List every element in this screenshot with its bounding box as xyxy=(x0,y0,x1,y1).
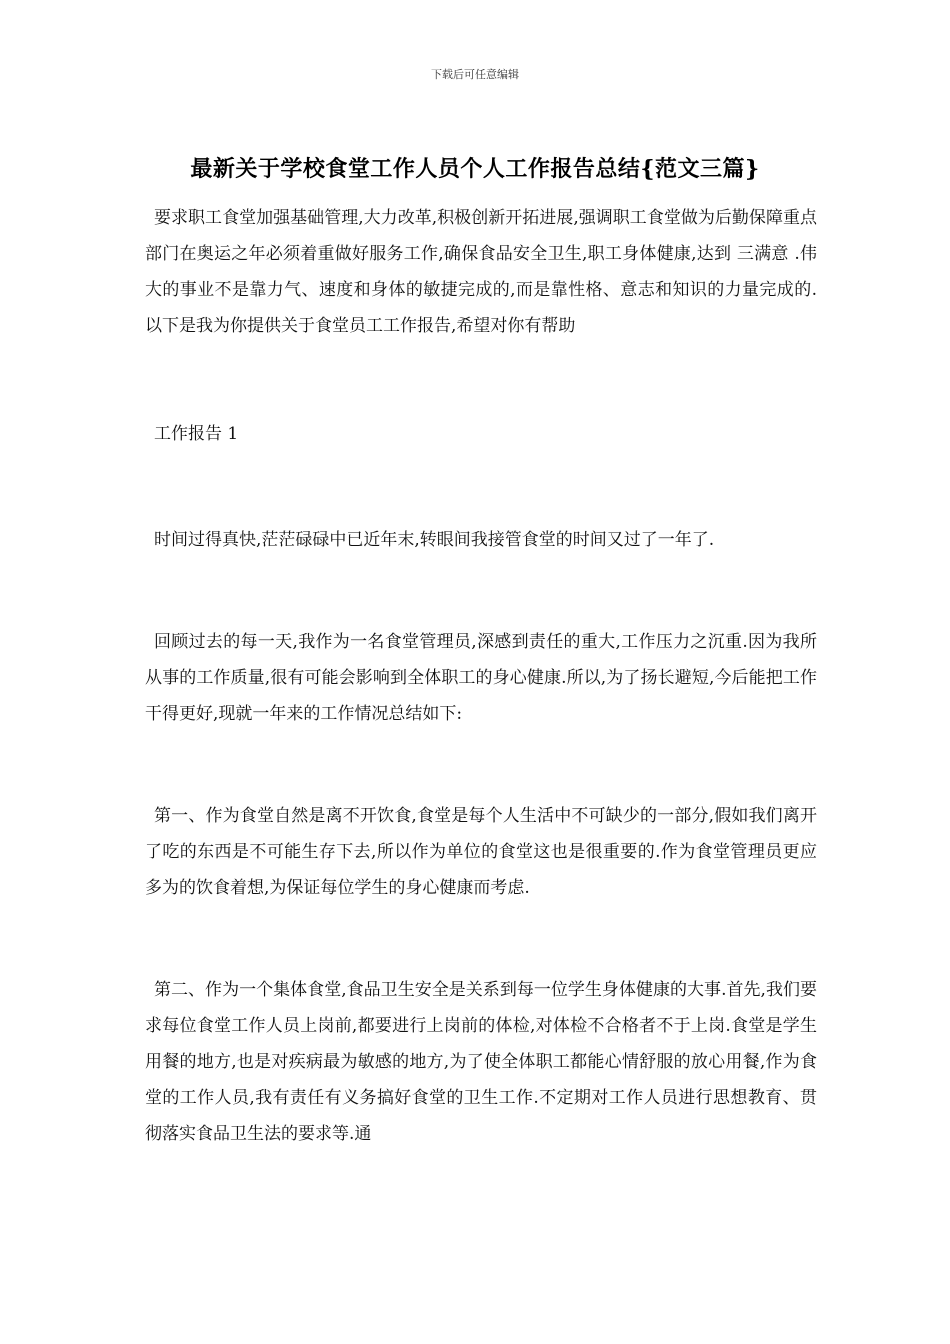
document-title: 最新关于学校食堂工作人员个人工作报告总结{范文三篇} xyxy=(190,156,760,182)
document-body xyxy=(145,200,817,1152)
body-paragraph: 回顾过去的每一天,我作为一名食堂管理员,深感到责任的重大,工作压力之沉重.因为我所从事的工作质量,很有可能会影响到全体职工的身心健康.所以,为了扬长避短,今后能把工作干得更好,现就一年来的工作情况总结如下: xyxy=(145,632,817,724)
intro-paragraph: 要求职工食堂加强基础管理,大力改革,积极创新开拓进展,强调职工食堂做为后勤保障重点部门在奥运之年必须着重做好服务工作,确保食品安全卫生,职工身体健康,达到 三满意 .伟大的事业不是靠力气、速度和身体的敏捷完成的,而是靠性格、意志和知识的力量完成的.以下是我为你提供关于食堂员工工作报告,希望对你有帮助 xyxy=(145,208,817,336)
section-heading: 工作报告 1 xyxy=(154,424,239,444)
body-paragraph: 时间过得真快,茫茫碌碌中已近年末,转眼间我接管食堂的时间又过了一年了. xyxy=(154,530,715,550)
header-note: 下载后可任意编辑 xyxy=(431,68,519,81)
body-paragraph: 第二、作为一个集体食堂,食品卫生安全是关系到每一位学生身体健康的大事.首先,我们要求每位食堂工作人员上岗前,都要进行上岗前的体检,对体检不合格者不于上岗.食堂是学生用餐的地方,也是对疾病最为敏感的地方,为了使全体职工都能心情舒服的放心用餐,作为食堂的工作人员,我有责任有义务搞好食堂的卫生工作.不定期对工作人员进行思想教育、贯彻落实食品卫生法的要求等.通 xyxy=(145,980,817,1144)
body-paragraph: 第一、作为食堂自然是离不开饮食,食堂是每个人生活中不可缺少的一部分,假如我们离开了吃的东西是不可能生存下去,所以作为单位的食堂这也是很重要的.作为食堂管理员更应多为的饮食着想,为保证每位学生的身心健康而考虑. xyxy=(145,806,817,898)
